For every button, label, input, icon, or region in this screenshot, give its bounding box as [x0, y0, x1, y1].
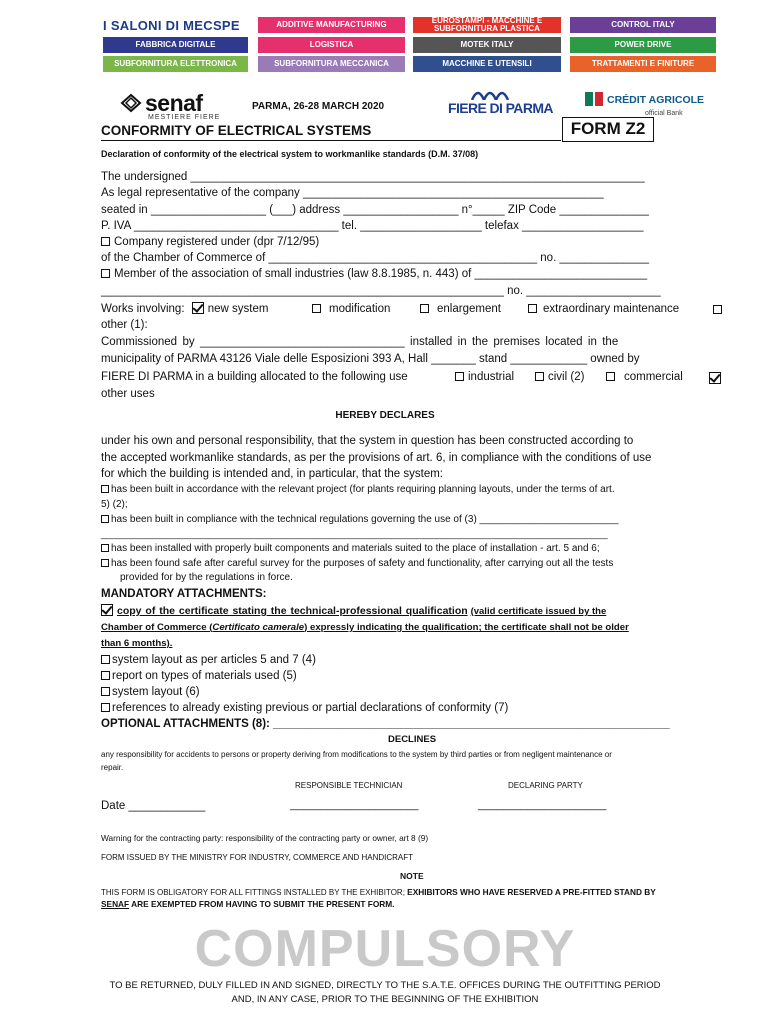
attachment-layout-checkbox[interactable]	[101, 655, 110, 664]
company-registered-checkbox[interactable]	[101, 237, 110, 246]
attachment-materials-row[interactable]	[101, 669, 297, 683]
footer-line-1: TO BE RETURNED, DULY FILLED IN AND SIGNED, DIRECTLY TO THE S.A.T.E. OFFICES DURING THE OUTFITTING PERIOD	[109, 980, 661, 991]
attachment-references-checkbox[interactable]	[101, 703, 110, 712]
modification-label: modification	[329, 303, 391, 315]
use-industrial-checkbox[interactable]	[455, 372, 464, 381]
building-use-label: FIERE DI PARMA in a building allocated to the following use	[101, 371, 408, 383]
item-components-checkbox[interactable]	[101, 544, 109, 552]
senaf-wordmark: senaf	[145, 90, 203, 116]
banner-logistica: LOGISTICA	[258, 37, 405, 53]
fiere-arches-icon	[470, 84, 530, 100]
enlargement-option[interactable]	[420, 302, 501, 316]
use-civil-checkbox[interactable]	[535, 372, 544, 381]
mandatory-cert-valid: (valid certificate issued by the	[470, 606, 607, 617]
declines-text-line-2: repair.	[101, 763, 124, 772]
credit-agricole-wordmark: CRÉDIT AGRICOLE	[607, 94, 705, 106]
form-code: FORM Z2	[562, 117, 654, 142]
footer-line-2: AND, IN ANY CASE, PRIOR TO THE BEGINNING OF THE EXHIBITION	[231, 994, 539, 1005]
modification-checkbox[interactable]	[312, 304, 321, 313]
banner-motek-italy: MOTEK ITALY	[413, 37, 561, 53]
field-undersigned[interactable]: The undersigned _______________________________________________________________________	[101, 171, 645, 183]
mandatory-cert-text: copy of the certificate stating the technical-professional qualification	[117, 605, 468, 617]
note-heading: NOTE	[400, 871, 424, 881]
field-chamber-of-commerce[interactable]: of the Chamber of Commerce of __________________________________________ no. ______________	[101, 252, 649, 264]
item-safe-checkbox[interactable]	[101, 559, 109, 567]
attachment-references-row[interactable]	[101, 701, 508, 715]
other-works-checkbox[interactable]	[713, 305, 722, 314]
declines-text-line-1: any responsibility for accidents to persons or property deriving from modifications to the system by third parties or from negligent maintenance or	[101, 750, 612, 759]
attachment-references-label: references to already existing previous or partial declarations of conformity (7)	[112, 702, 509, 714]
attachment-layout-label: system layout as per articles 5 and 7 (4)	[112, 654, 316, 666]
banner-subfornitura-meccanica: SUBFORNITURA MECCANICA	[258, 56, 405, 72]
use-industrial-option[interactable]	[455, 370, 514, 384]
commissioned-by-field[interactable]: Commissioned by ________________________________ installed in the premises located in the	[101, 336, 619, 348]
attachment-system-layout-checkbox[interactable]	[101, 687, 110, 696]
declares-heading: HEREBY DECLARES	[335, 410, 435, 421]
attachment-system-layout-label: system layout (6)	[112, 686, 200, 698]
field-seated-address[interactable]: seated in __________________ (___) address __________________ n°_____ ZIP Code ______________	[101, 204, 649, 216]
banner-subfornitura-elettronica: SUBFORNITURA ELETTRONICA	[103, 56, 248, 72]
item-safe-row[interactable]	[101, 557, 613, 571]
other-works-label: other (1):	[101, 319, 148, 331]
banner-macchine-utensili: MACCHINE E UTENSILI	[413, 56, 561, 72]
item-project-row[interactable]	[101, 483, 615, 497]
new-system-label: new system	[207, 303, 269, 315]
note-exhibitors: EXHIBITORS WHO HAVE RESERVED A PRE-FITTED STAND BY	[407, 887, 656, 897]
attachment-materials-label: report on types of materials used (5)	[112, 670, 297, 682]
mandatory-cert-checkbox[interactable]	[101, 604, 113, 616]
item-technical-checkbox[interactable]	[101, 515, 109, 523]
item-safe-label: has been found safe after careful survey for the purposes of safety and functionality, after carrying out all the tests	[111, 558, 614, 569]
attachment-materials-checkbox[interactable]	[101, 671, 110, 680]
modification-option[interactable]	[312, 302, 390, 316]
small-industries-row[interactable]	[101, 267, 647, 281]
enlargement-label: enlargement	[437, 303, 501, 315]
use-civil-label: civil (2)	[548, 371, 585, 383]
note-text-line-2	[101, 897, 395, 911]
company-registered-row[interactable]	[101, 235, 319, 249]
other-uses-label: other uses	[101, 388, 155, 400]
declines-heading: DECLINES	[388, 734, 437, 745]
compulsory-watermark: COMPULSORY	[194, 920, 576, 978]
declaration-line-3: for which the building is intended and, in particular, that the system:	[101, 468, 444, 480]
note-exempted: ARE EXEMPTED FROM HAVING TO SUBMIT THE PRESENT FORM.	[131, 899, 395, 909]
item-technical-row[interactable]	[101, 513, 619, 527]
event-date: PARMA, 26-28 MARCH 2020	[252, 101, 385, 112]
use-civil-option[interactable]	[535, 370, 584, 384]
field-association-no[interactable]: _______________________________________________________________ no. _____________________	[101, 285, 661, 297]
works-involving-row	[101, 302, 268, 316]
mandatory-heading: MANDATORY ATTACHMENTS:	[101, 588, 267, 600]
attachment-layout-row[interactable]	[101, 653, 316, 667]
fiere-wordmark: FIERE DI PARMA	[448, 100, 553, 116]
item-project-checkbox[interactable]	[101, 485, 109, 493]
field-legal-representative[interactable]: As legal representative of the company _______________________________________________	[101, 187, 604, 199]
extraordinary-maintenance-label: extraordinary maintenance	[543, 303, 680, 315]
item-safe-line-2: provided for by the regulations in force.	[120, 572, 293, 583]
optional-attachments-field[interactable]: OPTIONAL ATTACHMENTS (8): ______________________________________________________________	[101, 718, 670, 730]
company-registered-label: Company registered under (dpr 7/12/95)	[114, 236, 320, 248]
use-commercial-checkbox[interactable]	[606, 372, 615, 381]
warning-text: Warning for the contracting party: responsibility of the contracting party or owner, art 8 (9)	[101, 833, 429, 843]
use-commercial-option[interactable]	[606, 370, 683, 384]
item-components-label: has been installed with properly built components and materials suited to the place of installation - art. 5 and 6;	[111, 543, 600, 554]
item-project-line-2: 5) (2);	[101, 499, 128, 510]
small-industries-checkbox[interactable]	[101, 269, 110, 278]
declaring-party-signature-line[interactable]: _____________________	[478, 799, 607, 811]
note-senaf: SENAF	[101, 899, 130, 909]
enlargement-checkbox[interactable]	[420, 304, 429, 313]
extraordinary-maintenance-option[interactable]	[528, 302, 679, 316]
credit-agricole-mark-icon	[585, 92, 603, 106]
banner-trattamenti-finiture: TRATTAMENTI E FINITURE	[570, 56, 716, 72]
extraordinary-maintenance-checkbox[interactable]	[528, 304, 537, 313]
senaf-mark-icon	[120, 93, 142, 113]
fiere-di-parma-logo	[448, 84, 553, 118]
declaration-line-2: the accepted workmanlike standards, as per the provisions of art. 6, in compliance with the conditions of use	[101, 452, 652, 464]
field-vat-phone[interactable]: P. IVA ________________________________ tel. ___________________ telefax ___________________	[101, 220, 644, 232]
item-project-label: has been built in accordance with the relevant project (for plants requiring planning layouts, under the terms of art.	[111, 484, 615, 495]
municipality-field[interactable]: municipality of PARMA 43126 Viale delle Esposizioni 393 A, Hall _______ stand ____________ owned by	[101, 353, 640, 365]
banner-additive-manufacturing: ADDITIVE MANUFACTURING	[258, 17, 405, 33]
other-uses-checkbox[interactable]	[709, 372, 721, 384]
declaring-party-label: DECLARING PARTY	[508, 781, 583, 790]
date-field[interactable]: Date ____________	[101, 800, 206, 812]
mandatory-cert-row[interactable]	[101, 604, 606, 619]
issued-by-text: FORM ISSUED BY THE MINISTRY FOR INDUSTRY, COMMERCE AND HANDICRAFT	[101, 853, 414, 862]
credit-agricole-tagline: official Bank	[645, 110, 683, 117]
item-technical-line-2[interactable]: __________________________________________________________________________________________________	[101, 529, 608, 539]
banner-control-italy: CONTROL ITALY	[570, 17, 716, 33]
note-obligatory: THIS FORM IS OBLIGATORY FOR ALL FITTINGS INSTALLED BY THE EXHIBITOR;	[101, 888, 405, 897]
item-components-row[interactable]	[101, 542, 600, 556]
banner-power-drive: POWER DRIVE	[570, 37, 716, 53]
building-use-row	[101, 370, 408, 384]
attachment-system-layout-row[interactable]	[101, 685, 200, 699]
declaration-line-1: under his own and personal responsibility, that the system in question has been constructed according to	[101, 435, 634, 447]
subtitle: Declaration of conformity of the electrical system to workmanlike standards (D.M. 37/08)	[101, 149, 479, 159]
small-industries-label: Member of the association of small industries (law 8.8.1985, n. 443) of ___________________________	[114, 268, 648, 280]
item-technical-label: has been built in compliance with the technical regulations governing the use of (3) _________________________	[111, 514, 619, 525]
new-system-checkbox[interactable]	[192, 302, 204, 314]
mandatory-cert-line-3: than 6 months).	[101, 638, 173, 649]
mandatory-cert-line-2: Chamber of Commerce (Certificato camerale) expressly indicating the qualification; the certificate shall not be older	[101, 622, 629, 633]
banner-fabbrica-digitale: FABBRICA DIGITALE	[103, 37, 248, 53]
senaf-tagline: MESTIERE FIERE	[148, 114, 221, 121]
banner-eurostampi: EUROSTAMPI - MACCHINE E SUBFORNITURA PLASTICA	[413, 17, 561, 33]
use-industrial-label: industrial	[468, 371, 515, 383]
use-commercial-label: commercial	[624, 371, 683, 383]
responsible-technician-label: RESPONSIBLE TECHNICIAN	[295, 781, 403, 790]
mecspe-title: I SALONI DI MECSPE	[103, 18, 240, 33]
page-title: CONFORMITY OF ELECTRICAL SYSTEMS	[101, 123, 561, 141]
works-involving-label: Works involving:	[101, 303, 185, 315]
technician-signature-line[interactable]: _____________________	[290, 799, 419, 811]
